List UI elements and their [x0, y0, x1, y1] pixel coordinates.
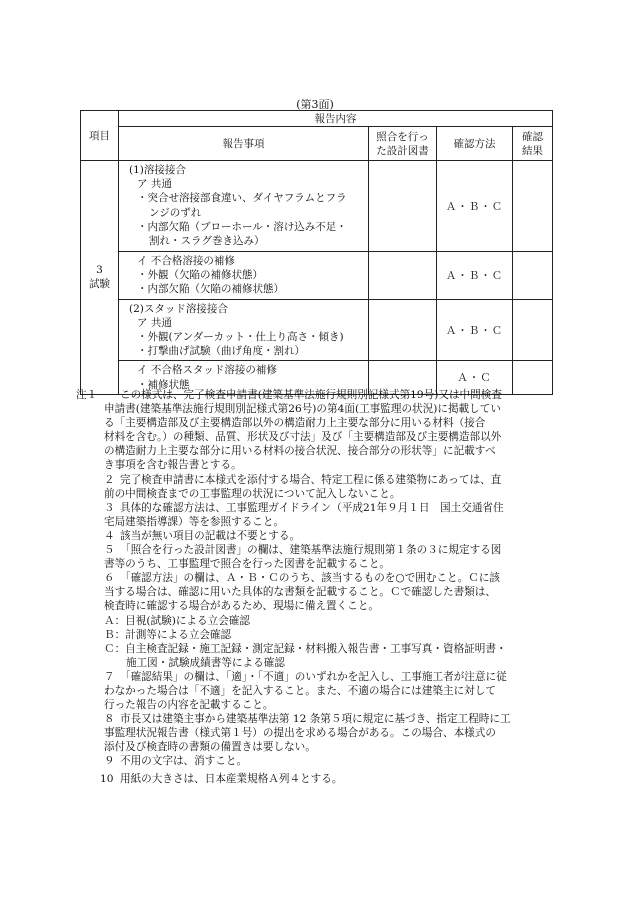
note-2	[76, 473, 554, 487]
note-3-line: 宅局建築指導課）等を参照すること。	[104, 515, 285, 528]
report-items-cell	[119, 299, 369, 361]
note-5	[76, 543, 554, 557]
note-1-cont	[76, 402, 554, 472]
header-result	[513, 127, 553, 161]
item-name: 試験	[89, 278, 110, 291]
note-5-line: 「照合を行った設計図書」の欄は、建築基準法施行規則第１条の３に規定する図	[120, 544, 502, 557]
table-row	[81, 252, 553, 300]
report-line: ンジのずれ	[149, 206, 202, 219]
report-line: ・打撃曲げ試験（曲げ角度・割れ）	[137, 345, 305, 358]
header-design-drawing-line1: 照合を行っ	[376, 130, 429, 143]
note-7	[76, 670, 554, 684]
header-design-drawing	[369, 127, 437, 161]
note-1-line: この様式は、完了検査申請書(建築基準法施行規則別記様式第19号)又は中間検査	[120, 389, 502, 401]
report-line: ア 共通	[137, 178, 172, 191]
result-cell[interactable]	[513, 161, 553, 252]
note-9	[76, 754, 554, 768]
item-number: 3	[96, 264, 103, 277]
notes-section	[76, 388, 554, 786]
method-b-desc: Ｂ：計測等による立会確認	[104, 628, 232, 641]
note-9-label: ９	[104, 755, 115, 768]
note-10	[76, 772, 554, 786]
note-8-line: 事監理状況報告書（様式第１号）の提出を求める場合がある。この場合、本様式の	[104, 727, 496, 740]
note-7-cont	[76, 684, 554, 712]
note-6-cont	[76, 585, 554, 613]
table-row	[81, 299, 553, 361]
report-items-cell	[119, 252, 369, 300]
method-c-desc: Ｃ：自主検査記録・施工記録・測定記録・材料搬入報告書・工事写真・資格証明書・	[104, 642, 507, 655]
method-cell: Ａ・Ｃ	[437, 361, 513, 394]
note-6-line: 検査時に確認する場合があるため、現場に備え置くこと。	[104, 600, 380, 613]
note-3-label: ３	[104, 501, 115, 514]
header-design-drawing-line2: た設計図書	[376, 144, 429, 157]
report-table	[80, 110, 553, 395]
report-line: ア 共通	[137, 316, 172, 329]
note-9-line: 不用の文字は、消すこと。	[120, 755, 248, 768]
report-items-cell	[119, 161, 369, 252]
note-8-line: 添付及び検査時の書類の備置きは要しない。	[104, 741, 316, 754]
note-7-line: 行った報告の内容を記載すること。	[104, 699, 274, 712]
header-report-items: 報告事項	[119, 127, 369, 161]
design-drawing-cell[interactable]	[369, 161, 437, 252]
report-line: (1)溶接接合	[129, 164, 186, 176]
note-2-line: 完了検査申請書に本様式を添付する場合、特定工程に係る建築物にあっては、直	[120, 473, 502, 486]
note-1-line: 申請書(建築基準法施行規則別記様式第26号)の第4面(工事監理の状況)に掲載してい	[104, 403, 501, 416]
note-4-line: 該当が無い項目の記載は不要とする。	[120, 529, 301, 542]
design-drawing-cell[interactable]	[369, 252, 437, 300]
table-row	[81, 161, 553, 252]
header-report-content: 報告内容	[119, 111, 553, 127]
note-7-label: ７	[104, 670, 115, 683]
note-7-line: わなかった場合は「不適」を記入すること。また、不適の場合には建築主に対して	[104, 684, 496, 697]
note-1-label: 注１	[76, 389, 98, 401]
note-8-cont	[76, 726, 554, 754]
note-6-line: 「確認方法」の欄は、Ａ・Ｂ・Ｃのうち、該当するものを○で囲むこと。Ｃに該	[120, 572, 501, 585]
page-title: (第3面)	[296, 98, 334, 111]
report-line: ・突合せ溶接部食違い、ダイヤフラムとフラ	[137, 192, 347, 205]
method-cell: Ａ・Ｂ・Ｃ	[437, 252, 513, 300]
method-a-desc: Ａ：目視(試験)による立会確認	[104, 614, 250, 627]
header-method: 確認方法	[437, 127, 513, 161]
method-c-desc-cont: 施工図・試験成績書等による確認	[126, 656, 285, 669]
report-line: ・内部欠陥（欠陥の補修状態）	[137, 283, 284, 296]
note-10-line: 用紙の大きさは、日本産業規格Ａ列４とする。	[120, 772, 343, 785]
result-cell[interactable]	[513, 299, 553, 361]
note-5-line: 書等のうち、工事監理で照合を行った図書を記載すること。	[104, 558, 391, 571]
note-8-label: ８	[104, 713, 115, 726]
note-3-line: 具体的な確認方法は、工事監理ガイドライン（平成21年９月１日 国土交通省住	[120, 501, 504, 514]
design-drawing-cell[interactable]	[369, 299, 437, 361]
report-line: イ 不合格スタッド溶接の補修	[137, 364, 277, 377]
note-5-label: ５	[104, 544, 115, 557]
report-line: (2)スタッド溶接接合	[129, 302, 228, 315]
report-line: ・外観（欠陥の補修状態）	[137, 269, 263, 282]
report-line: ・外観(アンダーカット・仕上り高さ・傾き)	[137, 331, 344, 344]
header-result-line2: 結果	[522, 144, 543, 157]
note-6-methods	[76, 614, 554, 670]
note-2-line: 前の中間検査までの工事監理の状況について記入しないこと。	[104, 487, 401, 500]
item-cell	[81, 161, 119, 395]
report-line: ・補修状態	[137, 378, 190, 391]
note-6	[76, 571, 554, 585]
note-4-label: ４	[104, 529, 115, 542]
report-line: ・内部欠陥（ブローホール・溶け込み不足・	[137, 220, 347, 233]
note-3	[76, 501, 554, 515]
method-cell: Ａ・Ｂ・Ｃ	[437, 161, 513, 252]
header-item: 項目	[81, 111, 119, 161]
note-7-line: 「確認結果」の欄は、「適」・「不適」のいずれかを記入し、工事施工者が注意に従	[120, 670, 507, 683]
note-1	[76, 388, 554, 402]
note-6-line: 当する場合は、確認に用いた具体的な書類を記載すること。Ｃで確認した書類は、	[104, 586, 496, 599]
note-8	[76, 712, 554, 726]
note-6-label: ６	[104, 572, 115, 585]
header-result-line1: 確認	[522, 130, 543, 143]
note-4	[76, 529, 554, 543]
result-cell[interactable]	[513, 252, 553, 300]
note-2-label: ２	[104, 473, 115, 486]
note-1-line: る「主要構造部及び主要構造部以外の構造耐力上主要な部分に用いる材料（接合	[104, 417, 486, 430]
report-line: イ 不合格溶接の補修	[137, 255, 235, 267]
note-2-cont	[76, 487, 554, 501]
note-3-cont	[76, 515, 554, 529]
note-8-line: 市長又は建築主事から建築基準法第 12 条第５項に規定に基づき、指定工程時に工	[120, 713, 511, 726]
note-1-line: 材料を含む。）の種類、品質、形状及び寸法」及び「主要構造部及び主要構造部以外	[104, 431, 502, 444]
note-1-line: き事項を含む報告書とする。	[104, 459, 242, 472]
note-1-line: の構造耐力上主要な部分に用いる材料の接合状況、接合部分の形状等」に記載すべ	[104, 445, 496, 458]
method-cell: Ａ・Ｂ・Ｃ	[437, 299, 513, 361]
note-5-cont	[76, 557, 554, 571]
note-10-label: 10	[100, 772, 114, 785]
report-line: 割れ・スラグ巻き込み）	[149, 235, 265, 248]
